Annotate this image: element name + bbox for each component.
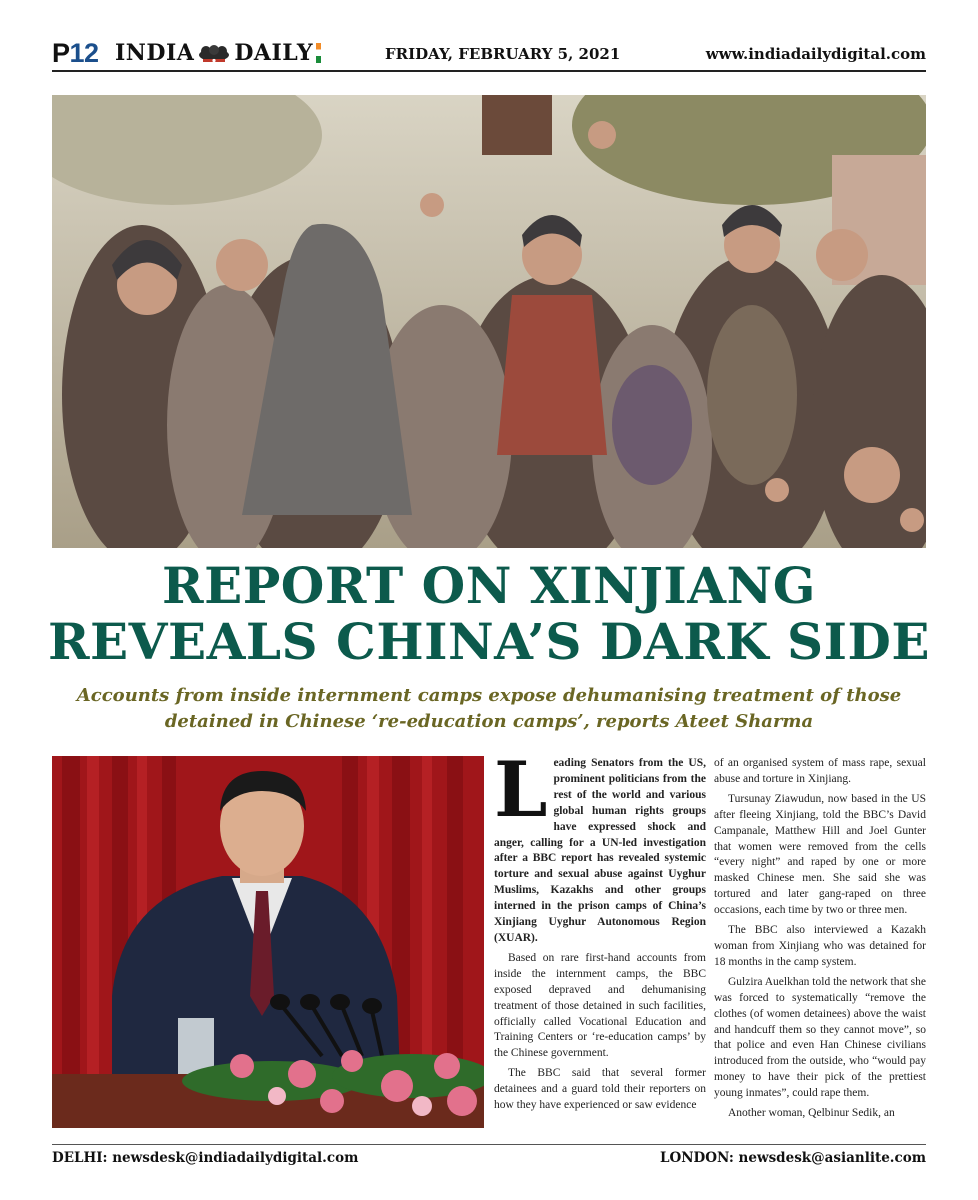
issue-date: FRIDAY, FEBRUARY 5, 2021 [385, 45, 621, 63]
article-column-2 [714, 756, 926, 1126]
body-paragraph: Based on rare first-hand accounts from inside the internment camps, the BBC exposed depraved and dehumanising treatment of those detained in such facilities, officially called Vocational Education and Training Centers or ‘re-education camps’ by the Chinese government. [494, 951, 706, 1060]
page-number-value: 12 [69, 38, 99, 68]
article-standfirst [70, 683, 908, 735]
speaker-portrait-photo [52, 756, 484, 1128]
headline-line-2: REVEALS CHINA’S DARK SIDE [48, 612, 930, 671]
lead-paragraph: eading Senators from the US, prominent politicians from the rest of the world and various global human rights groups have expressed shock and anger, calling for a UN-led investigation after a BBC report has revealed systemic torture and sexual abuse against Uyghur Muslims, Kazakhs and other groups interned in the prison camps of China’s Xinjiang Uyghur Autonomous Region (XUAR). [494, 757, 706, 944]
footer-divider [52, 1144, 926, 1145]
website-link[interactable]: www.indiadailydigital.com [705, 45, 926, 63]
body-paragraph: of an organised system of mass rape, sexual abuse and torture in Xinjiang. [714, 757, 926, 785]
drop-cap: L [494, 756, 548, 834]
page-prefix: P [52, 38, 70, 68]
headline-line-1: REPORT ON XINJIANG [162, 556, 816, 615]
footer-london-contact[interactable]: LONDON: newsdesk@asianlite.com [659, 1150, 926, 1166]
article-column-1 [494, 756, 706, 1126]
body-paragraph: The BBC also interviewed a Kazakh woman from Xinjiang who was detained for 18 months in the camp system. [714, 924, 926, 968]
crowd-protest-photo [52, 95, 926, 548]
body-paragraph: The BBC said that several former detainees and a guard told their reporters on how they have experienced or saw evidence [494, 1067, 706, 1112]
article-headline [40, 558, 938, 670]
lion-emblem-icon [197, 42, 231, 64]
header-divider [52, 70, 926, 72]
brand-logo [115, 40, 321, 66]
masthead [52, 36, 926, 72]
standfirst-line-2: detained in Chinese ‘re-education camps’, reports Ateet Sharma [164, 711, 814, 732]
body-paragraph: Gulzira Auelkhan told the network that she was forced to systematically “remove the clothes (of women detainees) above the waist and handcuff them so they cannot move”, so that police and even Han Chinese civilians introduced from the outside, who “would pay money to have their pick of the prettiest young inmates”, could rape them. [714, 975, 926, 1100]
page-number [52, 38, 99, 69]
body-paragraph: Tursunay Ziawudun, now based in the US after fleeing Xinjiang, told the BBC’s David Campanale, Matthew Hill and Joel Gunter that women were removed from the cells “every night” and raped by one or more masked Chinese men. She said she was tortured and later gang-raped on three occasions, each time by two or three men. [714, 792, 926, 917]
tricolor-bar [316, 43, 321, 63]
body-paragraph: Another woman, Qelbinur Sedik, an [728, 1107, 895, 1120]
brand-name-left: INDIA [115, 40, 195, 66]
footer-delhi-contact[interactable]: DELHI: newsdesk@indiadailydigital.com [52, 1150, 359, 1166]
brand-name-right: DAILY [234, 40, 314, 66]
standfirst-line-1: Accounts from inside internment camps expose dehumanising treatment of those [76, 685, 902, 706]
